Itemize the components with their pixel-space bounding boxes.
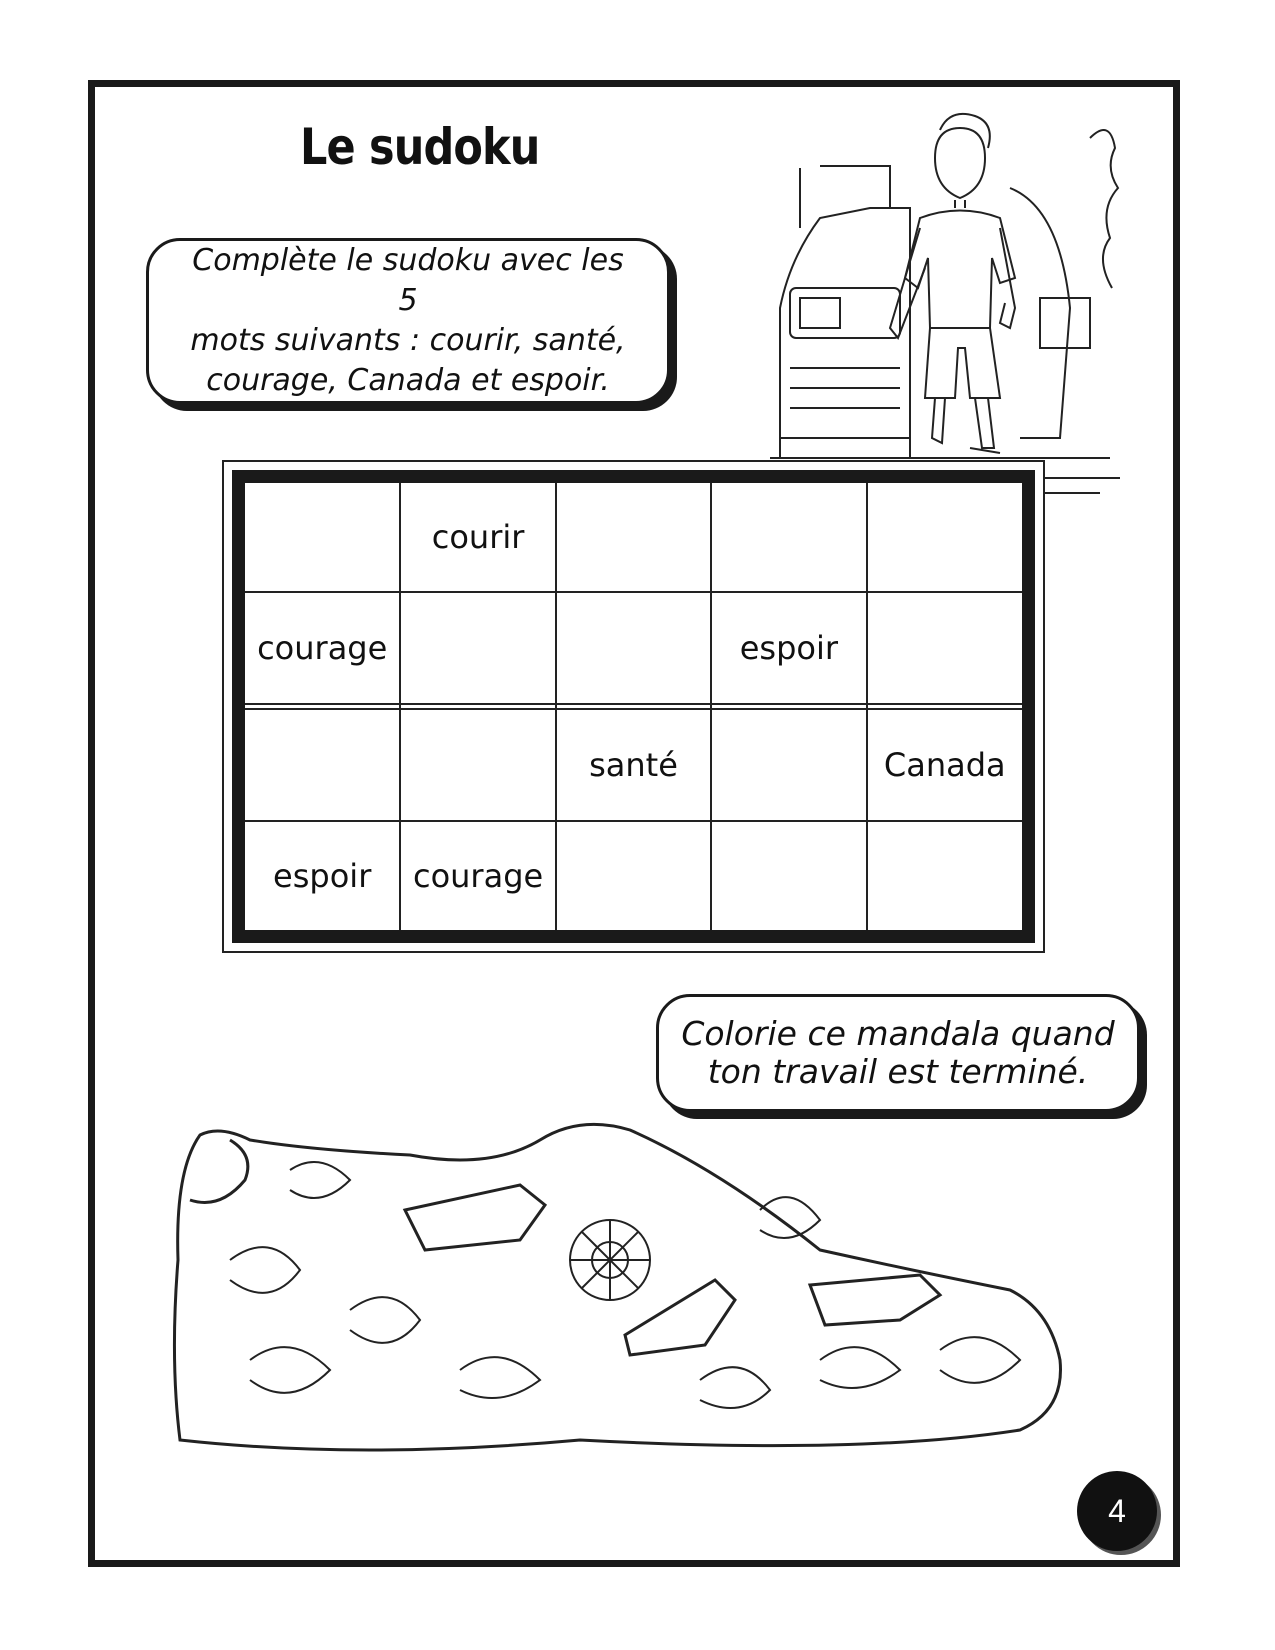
- sudoku-cell[interactable]: [556, 592, 711, 704]
- instruction-bubble-mandala: [656, 994, 1140, 1112]
- sudoku-cell[interactable]: [867, 821, 1022, 930]
- sneaker-mandala-illustration[interactable]: [160, 1110, 1110, 1490]
- sudoku-cell[interactable]: [711, 709, 866, 821]
- sudoku-cell[interactable]: [400, 592, 555, 704]
- page-number-badge: 4: [1077, 1471, 1157, 1551]
- sudoku-cell[interactable]: courir: [400, 483, 555, 592]
- sudoku-cell[interactable]: [867, 483, 1022, 592]
- sudoku-cell[interactable]: espoir: [245, 821, 400, 930]
- sudoku-cell[interactable]: espoir: [711, 592, 866, 704]
- sudoku-cell[interactable]: [711, 821, 866, 930]
- sudoku-cell[interactable]: [556, 821, 711, 930]
- instruction-text-mandala: Colorie ce mandala quand ton travail est terminé.: [681, 1014, 1115, 1091]
- sudoku-cell[interactable]: courage: [245, 592, 400, 704]
- sudoku-cell[interactable]: [711, 483, 866, 592]
- sudoku-cell[interactable]: [245, 709, 400, 821]
- sudoku-cell[interactable]: [556, 483, 711, 592]
- sudoku-cell[interactable]: santé: [556, 709, 711, 821]
- sudoku-cell[interactable]: [245, 483, 400, 592]
- sudoku-row: [245, 821, 1022, 930]
- sudoku-frame: [232, 470, 1035, 943]
- sudoku-cell[interactable]: Canada: [867, 709, 1022, 821]
- sudoku-cell[interactable]: [400, 709, 555, 821]
- sudoku-grid: [245, 483, 1022, 930]
- sudoku-cell[interactable]: [867, 592, 1022, 704]
- instruction-bubble-sudoku: [146, 238, 670, 404]
- sudoku-cell[interactable]: courage: [400, 821, 555, 930]
- runner-illustration: [760, 108, 1120, 508]
- instruction-text-sudoku: Complète le sudoku avec les 5 mots suivants : courir, santé, courage, Canada et espoir.: [190, 243, 626, 398]
- sudoku-row: [245, 483, 1022, 592]
- sudoku-row: [245, 709, 1022, 821]
- sudoku-outer-frame: [222, 460, 1045, 953]
- sudoku-row: [245, 592, 1022, 704]
- page-title: Le sudoku: [300, 118, 540, 176]
